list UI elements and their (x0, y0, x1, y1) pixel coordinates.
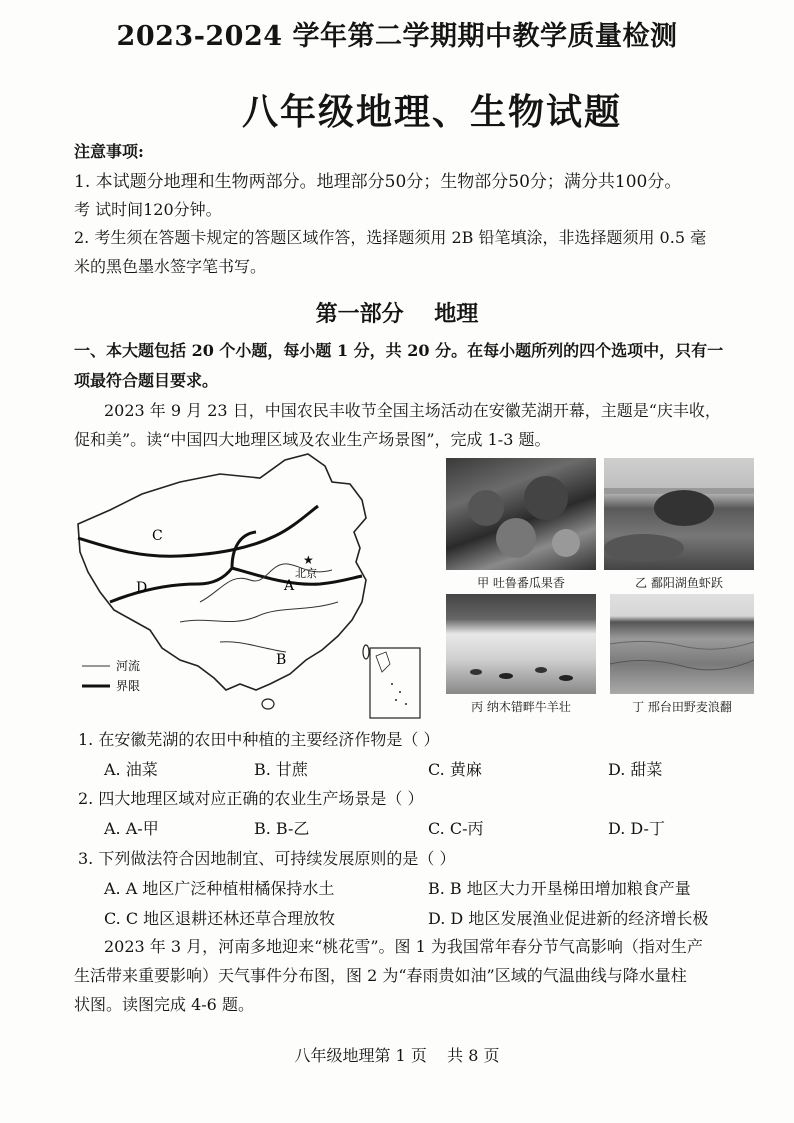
photo-bing-namtso (446, 594, 596, 694)
exam-subtitle: 八年级地理、生物试题 (241, 91, 622, 133)
south-china-sea-inset (370, 648, 420, 718)
question-3-option-a: A. A 地区广泛种植柑橘保持水土 (104, 879, 335, 898)
notes-heading: 注意事项: (74, 142, 144, 161)
region-label-b: B (276, 652, 287, 668)
photo-caption-bing: 丙 纳木错畔牛羊壮 (471, 700, 571, 714)
photo-yi-poyang (604, 458, 754, 570)
region-boundary-north (78, 506, 318, 556)
section-title: 第一部分 地理 (315, 301, 479, 327)
question-1-option-b: B. 甘蔗 (254, 760, 308, 779)
beijing-label: 北京 (295, 567, 317, 580)
hainan-island (262, 699, 274, 709)
taiwan-island (363, 645, 369, 659)
beijing-star-icon: ★ (303, 553, 314, 567)
intro-1-line-2: 促和美”。读“中国四大地理区域及农业生产场景图”，完成 1-3 题。 (74, 430, 551, 449)
photo-jia-turpan (446, 458, 596, 570)
question-3-option-d: D. D 地区发展渔业促进新的经济增长极 (428, 909, 709, 928)
region-boundary-east (232, 532, 256, 568)
legend-boundary-label: 界限 (116, 679, 141, 693)
question-2-option-c: C. C-丙 (428, 819, 484, 838)
region-label-c: C (152, 528, 163, 544)
photo-caption-yi: 乙 鄱阳湖鱼虾跃 (635, 576, 723, 590)
instructions-line-2: 项最符合题目要求。 (74, 371, 219, 390)
question-1-option-a: A. 油菜 (104, 760, 158, 779)
question-1-option-d: D. 甜菜 (608, 760, 663, 779)
region-label-d: D (136, 580, 148, 596)
question-1-stem: 1. 在安徽芜湖的农田中种植的主要经济作物是（ ） (78, 730, 440, 749)
notes-item-1-line-2: 考 试时间120分钟。 (74, 200, 222, 219)
exam-title: 2023-2024 学年第二学期期中教学质量检测 (116, 21, 678, 52)
photo-ding-xingtai (610, 594, 754, 694)
question-3-stem: 3. 下列做法符合因地制宜、可持续发展原则的是（ ） (78, 849, 456, 868)
river-yangtze (180, 602, 338, 622)
china-regions-map (70, 452, 430, 724)
photo-caption-ding: 丁 邢台田野麦浪翻 (632, 700, 732, 714)
notes-item-2-line-2: 米的黑色墨水签字笔书写。 (74, 257, 267, 276)
notes-item-2-line-1: 2. 考生须在答题卡规定的答题区域作答，选择题须用 2B 铅笔填涂，非选择题须用 0.5 毫 (74, 228, 707, 247)
question-1-option-c: C. 黄麻 (428, 760, 482, 779)
river-other (220, 642, 286, 652)
notes-item-1-line-1: 1. 本试题分地理和生物两部分。地理部分50分；生物部分50分；满分共100分。 (74, 172, 682, 192)
intro-1-line-1: 2023 年 9 月 23 日，中国农民丰收节全国主场活动在安徽芜湖开幕，主题是“庆丰收， (104, 401, 721, 420)
question-2-option-a: A. A-甲 (104, 819, 159, 838)
intro-2-line-3: 状图。读图完成 4-6 题。 (74, 995, 254, 1014)
question-3-option-b: B. B 地区大力开垦梯田增加粮食产量 (428, 879, 691, 898)
question-2-option-b: B. B-乙 (254, 819, 310, 838)
legend-river-label: 河流 (116, 659, 141, 673)
page-footer: 八年级地理第 1 页 共 8 页 (294, 1046, 500, 1065)
photo-caption-jia: 甲 吐鲁番瓜果香 (477, 576, 565, 590)
question-2-option-d: D. D-丁 (608, 819, 665, 838)
instructions-line-1: 一、本大题包括 20 个小题，每小题 1 分，共 20 分。在每小题所列的四个选项中，只有一 (74, 341, 724, 360)
region-boundary-qinghai-tibet (110, 568, 232, 602)
intro-2-line-1: 2023 年 3 月，河南多地迎来“桃花雪”。图 1 为我国常年春分节气高影响（指对生产 (104, 937, 703, 956)
question-2-stem: 2. 四大地理区域对应正确的农业生产场景是（ ） (78, 789, 424, 808)
question-3-option-c: C. C 地区退耕还林还草合理放牧 (104, 909, 336, 928)
intro-2-line-2: 生活带来重要影响）天气事件分布图，图 2 为“春雨贵如油”区域的气温曲线与降水量柱 (74, 966, 687, 985)
region-label-a: A (284, 578, 295, 594)
